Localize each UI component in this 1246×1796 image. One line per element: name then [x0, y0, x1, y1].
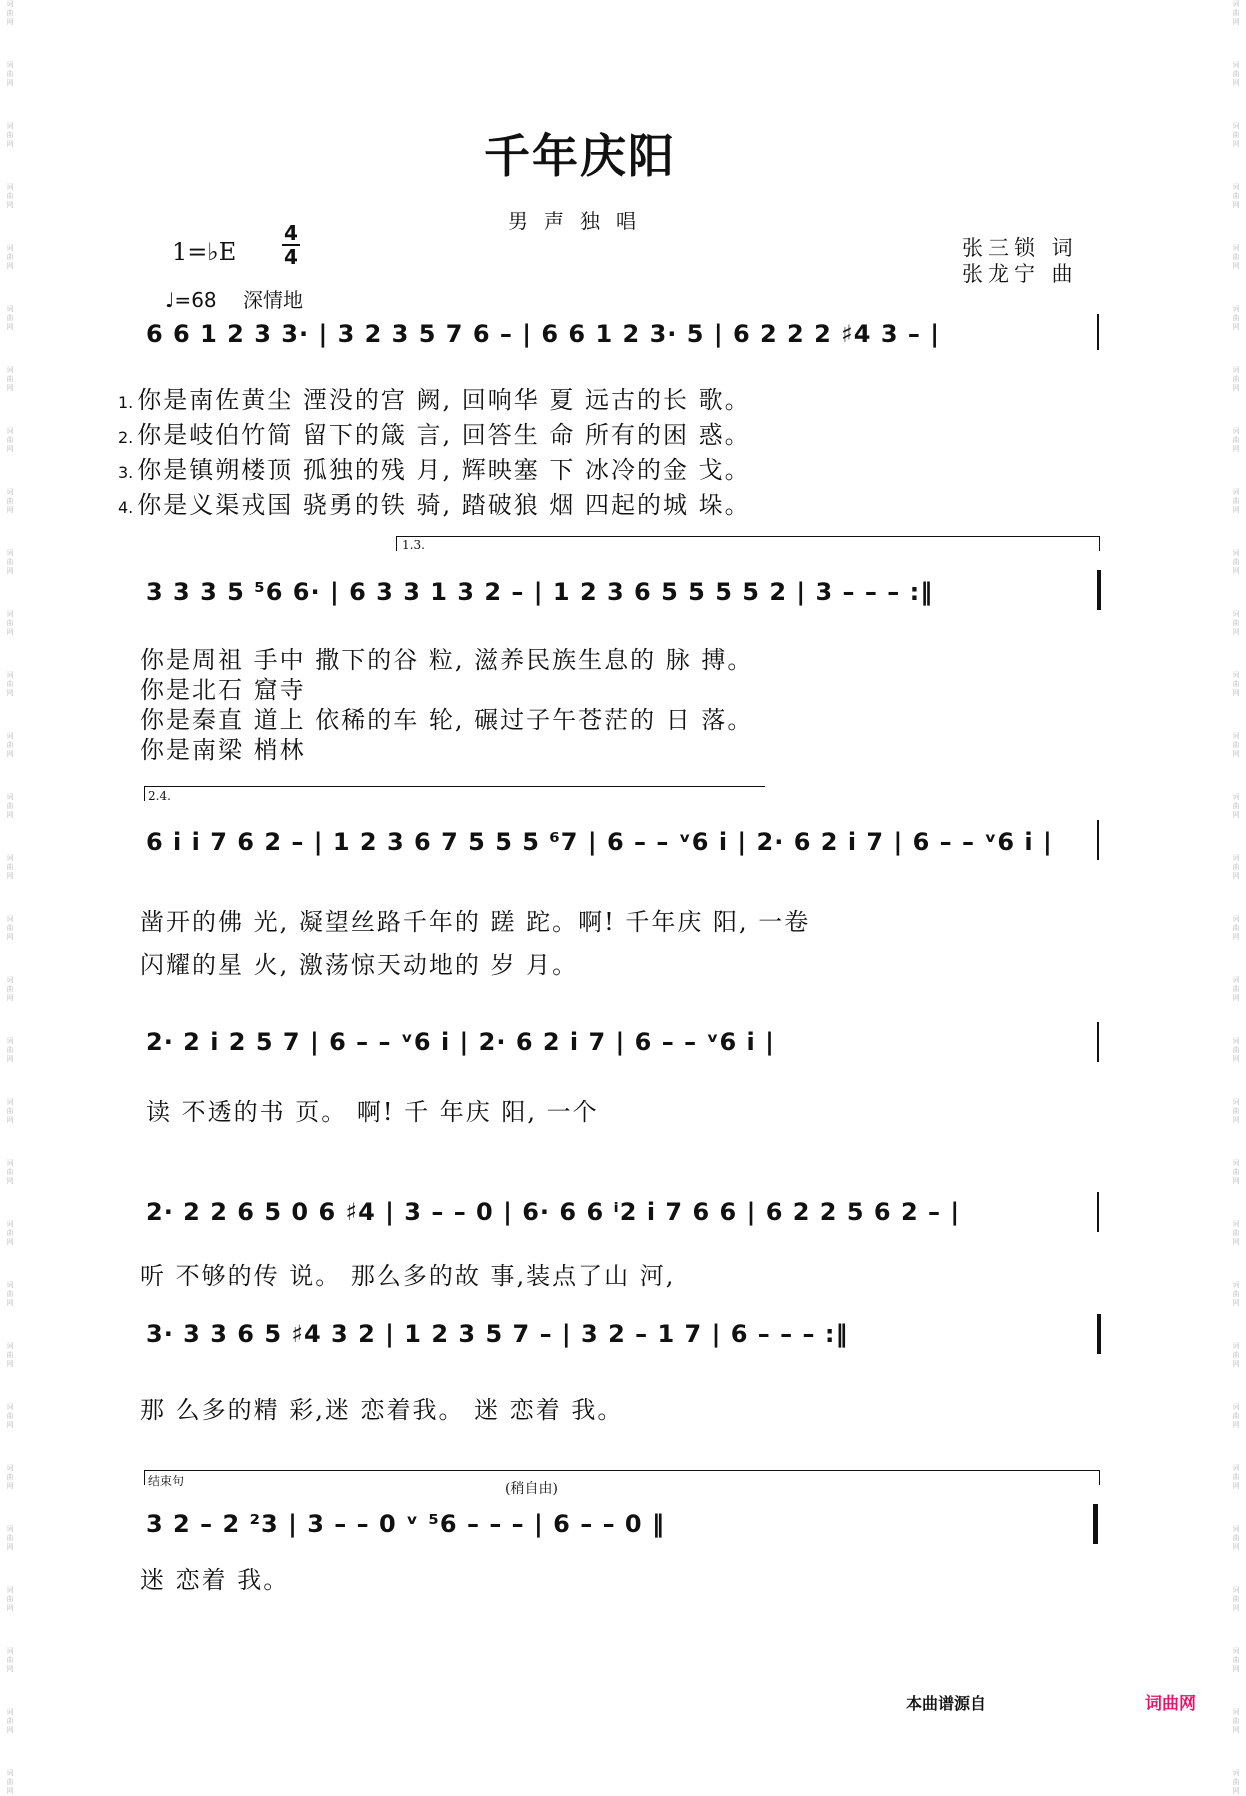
- lyricist-credit: 张三锁 词: [962, 236, 1078, 260]
- time-signature: [282, 222, 300, 268]
- watermark-glyphs: 词 曲 网: [6, 1281, 14, 1307]
- verse-line-1: [118, 380, 751, 415]
- watermark-glyphs: 词 曲 网: [1232, 1647, 1240, 1673]
- watermark-glyphs: 词 曲 网: [6, 1769, 14, 1795]
- lyric-line: 听 不够的传 说。 那么多的故 事,装点了山 河,: [140, 1262, 676, 1290]
- final-repeat-barline: [1097, 1314, 1101, 1354]
- watermark-glyphs: 词 曲 网: [1232, 1220, 1240, 1246]
- notation-line-5: 2· 2 2 6 5 0 6 ♯4 | 3 – – 0 | 6· 6 6 ⁱ2 i 7 6 6 | 6 2 2 5 6 2 – |: [146, 1198, 961, 1226]
- tempo-free-label: (稍自由): [505, 1481, 558, 1497]
- watermark-glyphs: 词 曲 网: [1232, 427, 1240, 453]
- verse-line-3: [118, 450, 751, 485]
- lyric-line: 读 不透的书 页。 啊! 千 年庆 阳, 一个: [146, 1098, 599, 1126]
- watermark-glyphs: 词 曲 网: [1232, 976, 1240, 1002]
- volta-bracket-1: [396, 536, 1100, 551]
- final-repeat-barline: [1097, 570, 1101, 610]
- watermark-glyphs: 词 曲 网: [6, 183, 14, 209]
- watermark-glyphs: 词 曲 网: [6, 1342, 14, 1368]
- coda-bracket: [144, 1470, 1100, 1485]
- watermark-glyphs: 词 曲 网: [1232, 122, 1240, 148]
- watermark-glyphs: 词 曲 网: [1232, 610, 1240, 636]
- watermark-glyphs: 词 曲 网: [6, 1098, 14, 1124]
- watermark-glyphs: 词 曲 网: [1232, 305, 1240, 331]
- watermark-glyphs: 词 曲 网: [1232, 549, 1240, 575]
- verse-text: 你是岐伯竹简 留下的箴 言, 回答生 命 所有的困 惑。: [137, 421, 751, 449]
- watermark-glyphs: 词 曲 网: [6, 366, 14, 392]
- watermark-glyphs: 词 曲 网: [1232, 1464, 1240, 1490]
- meter-top: 4: [284, 221, 298, 245]
- verse-number: 1.: [118, 393, 134, 412]
- watermark-glyphs: 词 曲 网: [1232, 1098, 1240, 1124]
- watermark-glyphs: 词 曲 网: [1232, 61, 1240, 87]
- barline: [1097, 1022, 1099, 1062]
- key-signature: 1=♭E: [172, 238, 237, 266]
- watermark-glyphs: 词 曲 网: [1232, 183, 1240, 209]
- watermark-glyphs: 词 曲 网: [6, 427, 14, 453]
- watermark-glyphs: 词 曲 网: [1232, 671, 1240, 697]
- watermark-glyphs: 词 曲 网: [6, 1525, 14, 1551]
- watermark-glyphs: 词 曲 网: [6, 610, 14, 636]
- watermark-glyphs: 词 曲 网: [1232, 1403, 1240, 1429]
- lyric-line: 那 么多的精 彩,迷 恋着我。 迷 恋着 我。: [140, 1396, 624, 1424]
- notation-line-7: 3 2 – 2 ²3 | 3 – – 0 ᵛ ⁵6 – – – | 6 – – 0 ‖: [146, 1510, 665, 1538]
- watermark-glyphs: 词 曲 网: [6, 671, 14, 697]
- lyric-line: 你是秦直 道上 依稀的车 轮, 碾过子午苍茫的 日 落。: [140, 706, 754, 734]
- notation-line-4: 2· 2 i 2 5 7 | 6 – – ᵛ6 i | 2· 6 2 i 7 | 6 – – ᵛ6 i |: [146, 1028, 775, 1056]
- watermark-glyphs: 词 曲 网: [1232, 1159, 1240, 1185]
- watermark-glyphs: 词 曲 网: [6, 305, 14, 331]
- watermark-glyphs: 词 曲 网: [6, 1403, 14, 1429]
- watermark-glyphs: 词 曲 网: [1232, 0, 1240, 26]
- watermark-glyphs: 词 曲 网: [6, 1037, 14, 1063]
- notation-line-1: 6 6 1 2 3 3· | 3 2 3 5 7 6 – | 6 6 1 2 3· 5 | 6 2 2 2 ♯4 3 – |: [146, 320, 940, 348]
- watermark-glyphs: 词 曲 网: [1232, 244, 1240, 270]
- volta-label-2: 2.4.: [148, 789, 171, 803]
- watermark-glyphs: 词 曲 网: [6, 488, 14, 514]
- volta-label-1: 1.3.: [402, 538, 425, 552]
- final-barline: [1093, 1504, 1098, 1544]
- watermark-glyphs: 词 曲 网: [6, 976, 14, 1002]
- watermark-glyphs: 词 曲 网: [6, 915, 14, 941]
- lyric-line: 你是南梁 梢林: [140, 736, 306, 764]
- watermark-glyphs: 词 曲 网: [1232, 1586, 1240, 1612]
- verse-text: 你是义渠戎国 骁勇的铁 骑, 踏破狼 烟 四起的城 垛。: [137, 491, 751, 519]
- song-title: 千年庆阳: [484, 129, 676, 183]
- verse-number: 3.: [118, 463, 134, 482]
- verse-text: 你是镇朔楼顶 孤独的残 月, 辉映塞 下 冰冷的金 戈。: [137, 456, 751, 484]
- watermark-glyphs: 词 曲 网: [1232, 915, 1240, 941]
- notation-line-2: 3 3 3 5 ⁵6 6· | 6 3 3 1 3 2 – | 1 2 3 6 5 5 5 5 2 | 3 – – – :‖: [146, 578, 934, 606]
- watermark-strip-left: [4, 0, 16, 1795]
- watermark-glyphs: 词 曲 网: [6, 1647, 14, 1673]
- watermark-glyphs: 词 曲 网: [6, 1159, 14, 1185]
- notation-line-3: 6 i i 7 6 2 – | 1 2 3 6 7 5 5 5 ⁶7 | 6 – – ᵛ6 i | 2· 6 2 i 7 | 6 – – ᵛ6 i |: [146, 828, 1053, 856]
- watermark-glyphs: 词 曲 网: [1232, 1708, 1240, 1734]
- coda-label: 结束句: [148, 1474, 185, 1488]
- lyric-line: 凿开的佛 光, 凝望丝路千年的 蹉 跎。啊! 千年庆 阳, 一卷: [140, 908, 811, 936]
- watermark-glyphs: 词 曲 网: [6, 1220, 14, 1246]
- source-site-link[interactable]: 词曲网: [1145, 1694, 1196, 1714]
- watermark-glyphs: 词 曲 网: [6, 793, 14, 819]
- watermark-glyphs: 词 曲 网: [6, 732, 14, 758]
- source-label: 本曲谱源自: [905, 1694, 986, 1713]
- watermark-glyphs: 词 曲 网: [1232, 1281, 1240, 1307]
- watermark-glyphs: 词 曲 网: [1232, 366, 1240, 392]
- watermark-glyphs: 词 曲 网: [1232, 1769, 1240, 1795]
- volta-bracket-2: [144, 786, 765, 801]
- verse-number: 4.: [118, 498, 134, 517]
- expression-marking: 深情地: [243, 288, 303, 312]
- watermark-glyphs: 词 曲 网: [1232, 854, 1240, 880]
- song-subtitle: 男声独唱: [508, 209, 652, 233]
- verse-text: 你是南佐黄尘 湮没的宫 阙, 回响华 夏 远古的长 歌。: [137, 386, 751, 414]
- watermark-strip-right: [1230, 0, 1242, 1795]
- watermark-glyphs: 词 曲 网: [1232, 1037, 1240, 1063]
- tempo-value: ♩=68: [165, 288, 217, 312]
- watermark-glyphs: 词 曲 网: [6, 1708, 14, 1734]
- watermark-glyphs: 词 曲 网: [1232, 732, 1240, 758]
- lyric-line: 闪耀的星 火, 激荡惊天动地的 岁 月。: [140, 951, 579, 979]
- composer-credit: 张龙宁 曲: [962, 262, 1078, 286]
- watermark-glyphs: 词 曲 网: [6, 1464, 14, 1490]
- watermark-glyphs: 词 曲 网: [1232, 1342, 1240, 1368]
- watermark-glyphs: 词 曲 网: [6, 244, 14, 270]
- watermark-glyphs: 词 曲 网: [6, 854, 14, 880]
- watermark-glyphs: 词 曲 网: [6, 549, 14, 575]
- meter-bottom: 4: [284, 245, 298, 269]
- verse-line-4: [118, 485, 751, 520]
- watermark-glyphs: 词 曲 网: [1232, 488, 1240, 514]
- barline: [1097, 314, 1099, 350]
- barline: [1097, 1192, 1099, 1232]
- barline: [1097, 820, 1099, 860]
- verse-number: 2.: [118, 428, 134, 447]
- watermark-glyphs: 词 曲 网: [1232, 793, 1240, 819]
- tempo-marking: [165, 284, 303, 313]
- watermark-glyphs: 词 曲 网: [6, 1586, 14, 1612]
- verse-line-2: [118, 415, 751, 450]
- watermark-glyphs: 词 曲 网: [6, 0, 14, 26]
- lyric-line: 你是北石 窟寺: [140, 676, 306, 704]
- watermark-glyphs: 词 曲 网: [1232, 1525, 1240, 1551]
- notation-line-6: 3· 3 3 6 5 ♯4 3 2 | 1 2 3 5 7 – | 3 2 – 1 7 | 6 – – – :‖: [146, 1320, 849, 1348]
- watermark-glyphs: 词 曲 网: [6, 122, 14, 148]
- lyric-line: 迷 恋着 我。: [140, 1566, 290, 1594]
- watermark-glyphs: 词 曲 网: [6, 61, 14, 87]
- lyric-line: 你是周祖 手中 撒下的谷 粒, 滋养民族生息的 脉 搏。: [140, 646, 754, 674]
